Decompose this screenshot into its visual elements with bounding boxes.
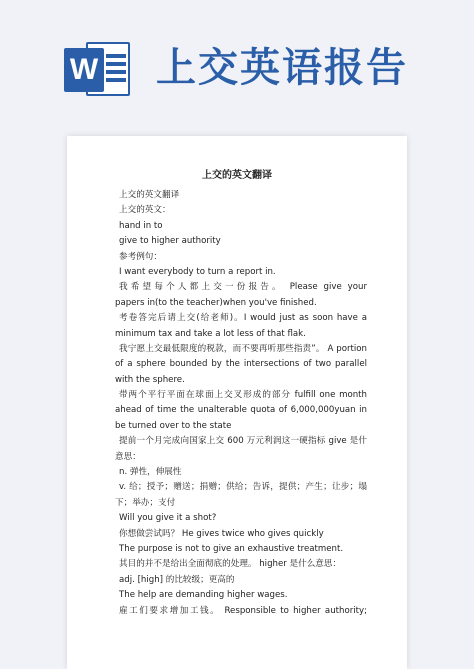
banner-title: 上交英语报告	[156, 45, 408, 91]
document-body	[115, 188, 367, 619]
document-line: v. 给；授予；赠送；捐赠；供给；告诉，提供；产生；让步；塌	[119, 482, 367, 493]
document-line: 其目的并不是给出全面彻底的处理。 higher 是什么意思：	[119, 559, 342, 570]
document-page	[67, 136, 407, 669]
document-line: The help are demanding higher wages.	[119, 590, 288, 601]
document-line: 你想做尝试吗？ He gives twice who gives quickly	[119, 528, 324, 539]
document-line: 提前一个月完成向国家上交 600 万元利润这一硬指标 give 是什	[119, 436, 367, 447]
document-line: papers in(to the teacher)when you've finished.	[115, 297, 317, 308]
icon-line	[106, 78, 126, 82]
document-title: 上交的英文翻译	[202, 170, 272, 181]
document-line: 考卷答完后请上交(给老师)。I would just as soon have a	[119, 313, 367, 324]
document-line: 带两个平行平面在球面上交叉形成的部分 fulfill one month	[119, 390, 367, 401]
word-document-icon	[64, 38, 130, 100]
document-line: with the sphere.	[115, 374, 185, 385]
word-letter-badge: W	[64, 48, 104, 92]
document-line: be turned over to the state	[115, 420, 232, 431]
document-line: of a sphere bounded by the intersections of two parallel	[115, 359, 367, 370]
document-line: 我希望每个人都上交一份报告。 Please give your	[119, 282, 367, 293]
document-line: 上交的英文：	[119, 205, 171, 216]
document-line: 参考例句：	[119, 251, 162, 262]
document-line: 雇工们要求增加工钱。 Responsible to higher authority;	[119, 605, 367, 616]
document-line: 意思：	[115, 451, 141, 462]
icon-line	[106, 70, 126, 74]
document-line: 下；举办；支付	[115, 497, 176, 508]
icon-line	[106, 54, 126, 58]
document-line: 上交的英文翻译	[119, 190, 180, 200]
document-line: ahead of time the unalterable quota of 6,000,000yuan in	[115, 405, 367, 416]
document-line: minimum tax and take a lot less of that flak.	[115, 328, 306, 339]
document-line: hand in to	[119, 220, 163, 231]
document-line: The purpose is not to give an exhaustive treatment.	[119, 543, 344, 554]
banner-header	[0, 0, 474, 125]
document-line: adj. [high] 的比较级；更高的	[119, 574, 235, 585]
document-line: Will you give it a shot?	[119, 513, 217, 524]
document-line: n. 弹性，伸展性	[119, 467, 182, 478]
document-line: I want everybody to turn a report in.	[119, 266, 276, 277]
document-line: give to higher authority	[119, 236, 221, 247]
document-line: 我宁愿上交最低限度的税款，而不要再听那些指责”。 A portion	[119, 343, 367, 354]
icon-line	[106, 62, 126, 66]
